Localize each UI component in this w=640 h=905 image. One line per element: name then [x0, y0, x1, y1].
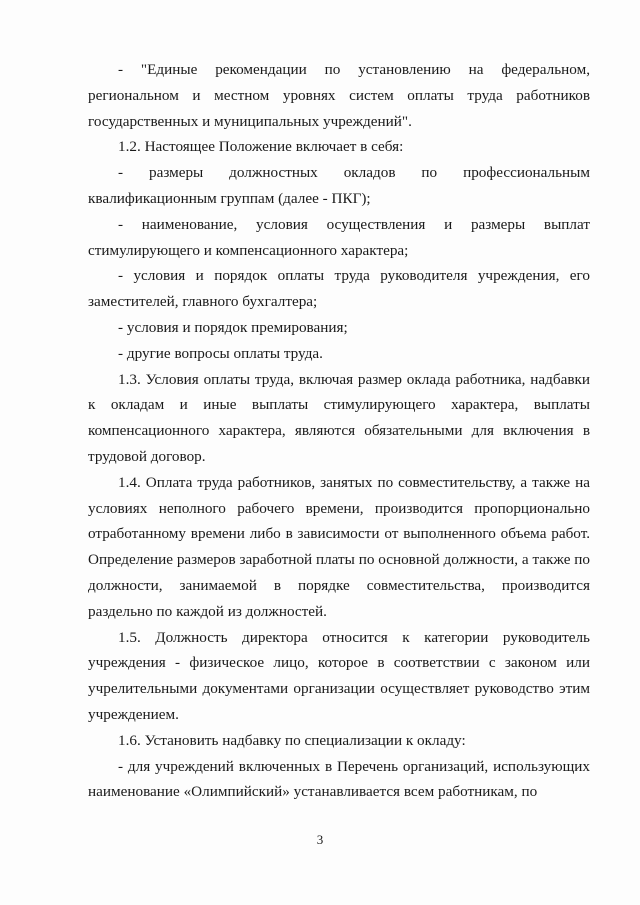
paragraph-1-5: 1.5. Должность директора относится к категории руководитель учреждения - физическое лицо, которое в соответствии с законом или учрелительными документами организации осуществляет руководство этим учреждением.: [88, 628, 590, 723]
document-body: [88, 57, 590, 805]
list-item-olympic: - для учреждений включенных в Перечень организаций, использующих наименование «Олимпийский» устанавливается всем работникам, по: [88, 757, 590, 801]
paragraph-recommendations-item: - "Единые рекомендации по установлению на федеральном, региональном и местном уровнях систем оплаты труда работников государственных и муниципальных учреждений".: [88, 61, 590, 130]
paragraph-1-3: 1.3. Условия оплаты труда, включая размер оклада работника, надбавки к окладам и иные выплаты стимулирующего характера, выплаты компенсационного характера, являются обязательными для включения в трудовой договор.: [88, 370, 590, 465]
list-item-director-pay: - условия и порядок оплаты труда руководителя учреждения, его заместителей, главного бухгалтера;: [88, 267, 590, 311]
list-item-other: - другие вопросы оплаты труда.: [118, 344, 323, 362]
list-item-salary-sizes: - размеры должностных окладов по профессиональным квалификационным группам (далее - ПКГ);: [88, 164, 590, 207]
paragraph-1-4: 1.4. Оплата труда работников, занятых по совместительству, а также на условиях неполного рабочего времени, производится пропорционально отработанному времени либо в зависимости от выполненного объема работ. Определение размеров заработной платы по основной должности, а также по должности, занимаемой в порядке совместительства, производится раздельно по каждой из должностей.: [88, 473, 590, 620]
paragraph-1-6: 1.6. Установить надбавку по специализации к окладу:: [118, 731, 466, 749]
list-item-bonuses: - условия и порядок премирования;: [118, 318, 348, 336]
page-number: 3: [316, 832, 324, 847]
list-item-payments: - наименование, условия осуществления и размеры выплат стимулирующего и компенсационного характера;: [88, 215, 590, 259]
paragraph-1-2: 1.2. Настоящее Положение включает в себя:: [118, 138, 404, 156]
